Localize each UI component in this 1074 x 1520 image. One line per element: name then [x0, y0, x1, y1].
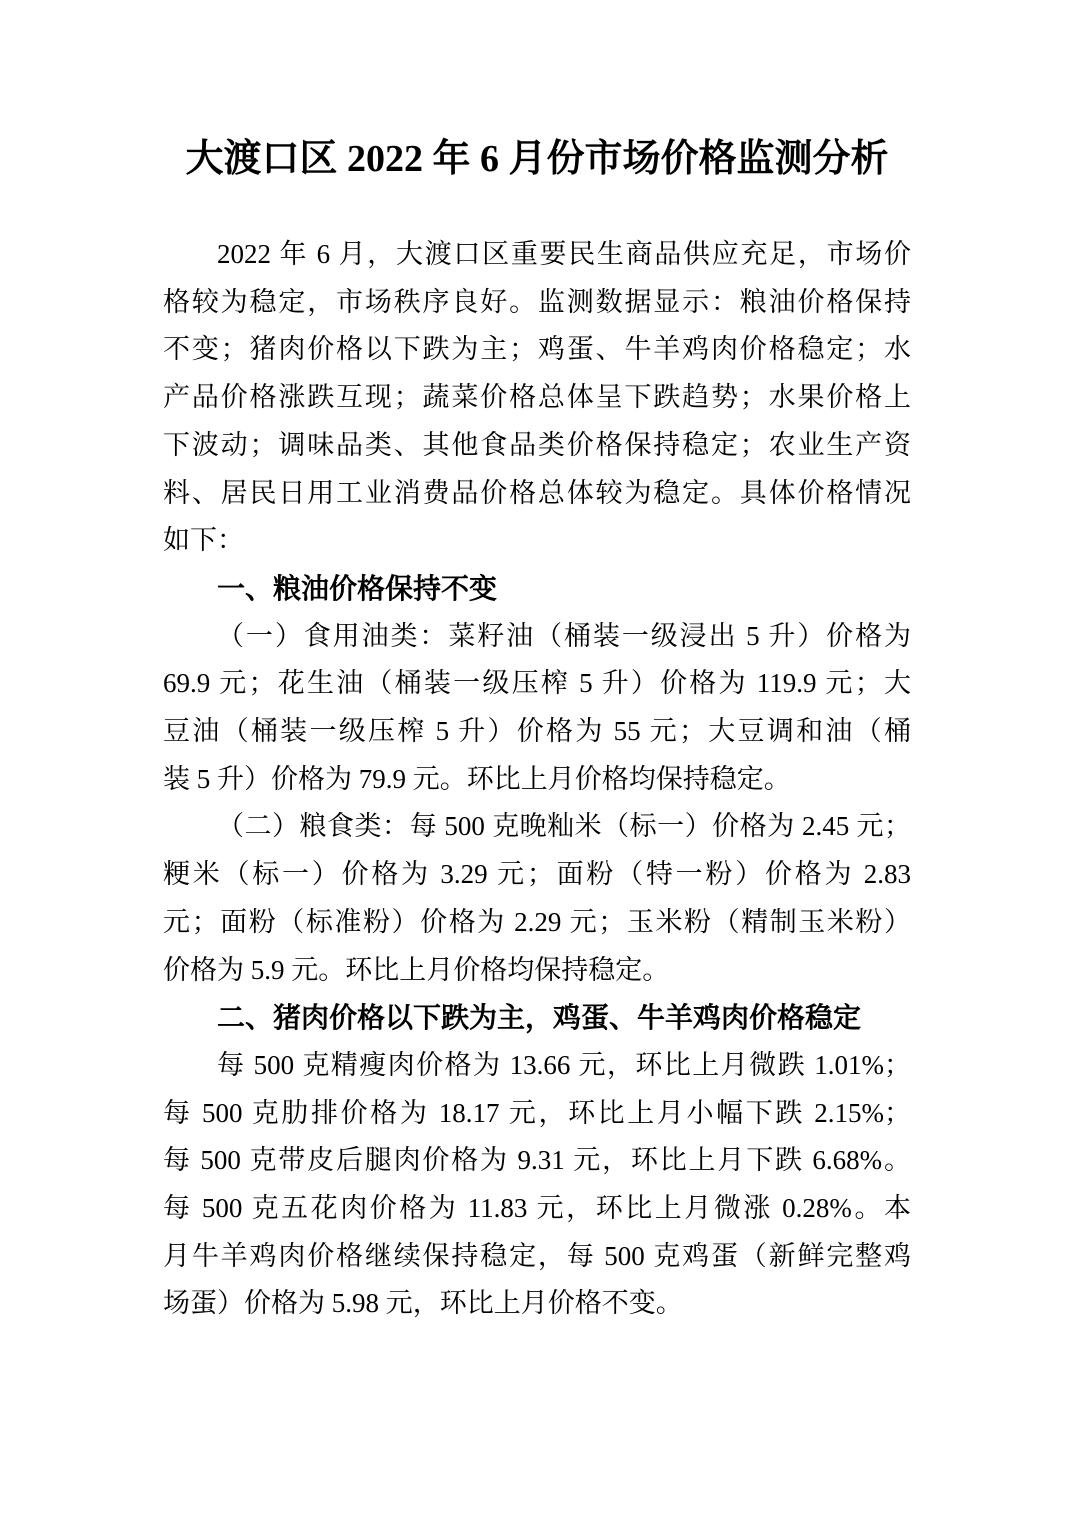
text-line: （一）食用油类：菜籽油（桶装一级浸出 5 升）价格为: [217, 620, 911, 651]
text-line: 每 500 克精瘦肉价格为 13.66 元，环比上月微跌 1.01%；: [217, 1049, 911, 1080]
text-line: 每 500 克五花肉价格为 11.83 元，环比上月微涨 0.28%。本: [163, 1193, 911, 1224]
section-heading: [163, 565, 911, 613]
text-line: 每 500 克带皮后腿肉价格为 9.31 元，环比上月下跌 6.68%。: [163, 1145, 911, 1176]
text-line: 价格为 5.9 元。环比上月价格均保持稳定。: [163, 954, 670, 985]
body-paragraph: [163, 231, 911, 565]
section-heading: [163, 994, 911, 1042]
text-line: 一、粮油价格保持不变: [217, 572, 498, 604]
document-body: [163, 231, 911, 1328]
text-line: 每 500 克肋排价格为 18.17 元，环比上月小幅下跌 2.15%；: [163, 1097, 911, 1128]
text-line: 如下：: [163, 525, 244, 556]
text-line: 下波动；调味品类、其他食品类价格保持稳定；农业生产资: [163, 429, 911, 460]
text-line: 不变；猪肉价格以下跌为主；鸡蛋、牛羊鸡肉价格稳定；水: [163, 334, 911, 365]
text-line: 装 5 升）价格为 79.9 元。环比上月价格均保持稳定。: [163, 763, 791, 794]
text-line: 2022 年 6 月，大渡口区重要民生商品供应充足，市场价: [217, 239, 911, 269]
text-line: 场蛋）价格为 5.98 元，环比上月价格不变。: [163, 1288, 683, 1319]
text-line: 粳米（标一）价格为 3.29 元；面粉（特一粉）价格为 2.83: [163, 859, 911, 890]
text-line: 产品价格涨跌互现；蔬菜价格总体呈下跌趋势；水果价格上: [163, 382, 911, 413]
body-paragraph: [163, 803, 911, 994]
text-line: 69.9 元；花生油（桶装一级压榨 5 升）价格为 119.9 元；大: [163, 668, 911, 699]
body-paragraph: [163, 1042, 911, 1328]
text-line: 月牛羊鸡肉价格继续保持稳定，每 500 克鸡蛋（新鲜完整鸡: [163, 1240, 911, 1271]
text-line: 格较为稳定，市场秩序良好。监测数据显示：粮油价格保持: [163, 286, 911, 317]
text-line: （二）粮食类：每 500 克晚籼米（标一）价格为 2.45 元；: [217, 811, 911, 842]
text-line: 二、猪肉价格以下跌为主，鸡蛋、牛羊鸡肉价格稳定: [217, 1002, 862, 1034]
text-line: 豆油（桶装一级压榨 5 升）价格为 55 元；大豆调和油（桶: [163, 716, 911, 747]
text-line: 料、居民日用工业消费品价格总体较为稳定。具体价格情况: [163, 477, 911, 508]
document-title: 大渡口区 2022 年 6 月份市场价格监测分析: [185, 138, 889, 180]
body-paragraph: [163, 613, 911, 804]
text-line: 元；面粉（标准粉）价格为 2.29 元；玉米粉（精制玉米粉）: [163, 906, 911, 937]
